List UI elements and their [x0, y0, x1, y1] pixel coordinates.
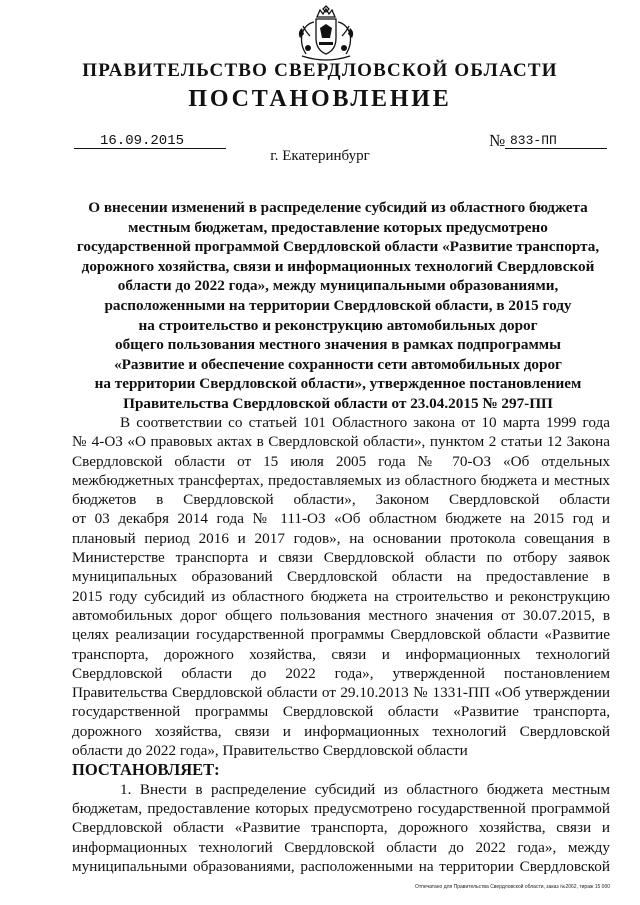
- document-date: 16.09.2015: [100, 133, 185, 149]
- title-line: расположенными на территории Свердловской области, в 2015 году: [104, 296, 572, 314]
- title-line: на строительство и реконструкцию автомобильных дорог: [138, 316, 538, 334]
- preamble-line: плановый период 2016 и 2017 годов», на основании протокола совещания в: [72, 529, 610, 547]
- preamble-line: Свердловской области до 2022 года», утвержденной постановлением: [72, 664, 610, 682]
- document-title: [40, 198, 636, 414]
- coat-of-arms-icon: [296, 2, 356, 64]
- number-sign: №: [489, 131, 506, 150]
- title-line: государственной программой Свердловской области «Развитие транспорта,: [76, 238, 600, 256]
- item-line: Свердловской области «Развитие транспорта, дорожного хозяйства, связи и: [72, 819, 610, 837]
- print-footer: Отпечатано для Правительства Свердловской области, заказ №2062, тираж 15 000: [415, 884, 611, 890]
- document-type: ПОСТАНОВЛЕНИЕ: [188, 86, 452, 112]
- preamble-line: транспорта, дорожного хозяйства, связи и информационных технологий: [72, 645, 610, 663]
- preamble-line: 2015 году субсидий из областного бюджета на строительство и реконструкцию: [72, 587, 610, 605]
- title-line: на территории Свердловской области», утвержденное постановлением: [94, 375, 582, 393]
- preamble-line: Правительства Свердловской области от 29.10.2013 № 1331-ПП «Об утверждении: [72, 684, 610, 702]
- preamble-line: государственной программы Свердловской области «Развитие транспорта,: [72, 703, 610, 721]
- resolves-heading: ПОСТАНОВЛЯЕТ:: [72, 760, 220, 780]
- city: г. Екатеринбург: [270, 148, 370, 164]
- preamble-line: Министерстве транспорта и связи Свердловской области по отбору заявок: [72, 549, 610, 567]
- item-line: информационных технологий Свердловской области до 2022 года», между: [72, 838, 610, 856]
- document-number: 833-ПП: [510, 133, 557, 148]
- title-line: «Развитие и обеспечение сохранности сети автомобильных дорог: [114, 355, 562, 373]
- title-line: О внесении изменений в распределение субсидий из областного бюджета: [88, 199, 588, 216]
- preamble-line: муниципальных образований Свердловской области на предоставление в: [72, 568, 610, 586]
- title-line: Правительства Свердловской области от 23.04.2015 № 297-ПП: [123, 394, 553, 412]
- preamble-line: № 4-ОЗ «О правовых актах в Свердловской области», пунктом 2 статьи 12 Закона: [72, 433, 610, 451]
- preamble-line: автомобильных дорог общего пользования местного значения от 30.07.2015, в: [72, 606, 610, 624]
- item-line: 1. Внести в распределение субсидий из областного бюджета местным: [120, 780, 610, 798]
- title-line: области до 2022 года», между муниципальными образованиями,: [117, 277, 559, 295]
- preamble-line: дорожного хозяйства, связи и информационных технологий Свердловской: [72, 722, 610, 740]
- preamble-line: В соответствии со статьей 101 Областного закона от 10 марта 1999 года: [120, 414, 610, 431]
- preamble-line: межбюджетных трансфертах, предоставляемых из областного бюджета и местных: [72, 471, 610, 489]
- preamble-line: целях реализации государственной программы Свердловской области «Развитие: [72, 626, 610, 644]
- government-name: ПРАВИТЕЛЬСТВО СВЕРДЛОВСКОЙ ОБЛАСТИ: [82, 60, 558, 81]
- preamble-line: области до 2022 года», Правительство Свердловской области: [72, 742, 468, 760]
- document-body: [72, 413, 610, 876]
- title-line: дорожного хозяйства, связи и информационных технологий Свердловской: [81, 257, 595, 275]
- preamble-line: бюджетов в Свердловской области», Законом Свердловской области: [72, 491, 610, 509]
- preamble-line: Свердловской области от 15 июля 2005 года № 70-ОЗ «Об отдельных: [72, 452, 610, 470]
- item-line: муниципальными образованиями, расположенными на территории Свердловской: [72, 857, 610, 875]
- item-line: бюджетам, предоставление которых предусмотрено государственной программой: [72, 799, 610, 817]
- title-line: местным бюджетам, предоставление которых предусмотрено: [128, 218, 548, 236]
- preamble-line: от 03 декабря 2014 года № 111-ОЗ «Об областном бюджете на 2015 год и: [72, 510, 610, 528]
- title-line: общего пользования местного значения в рамках подпрограммы: [114, 336, 562, 354]
